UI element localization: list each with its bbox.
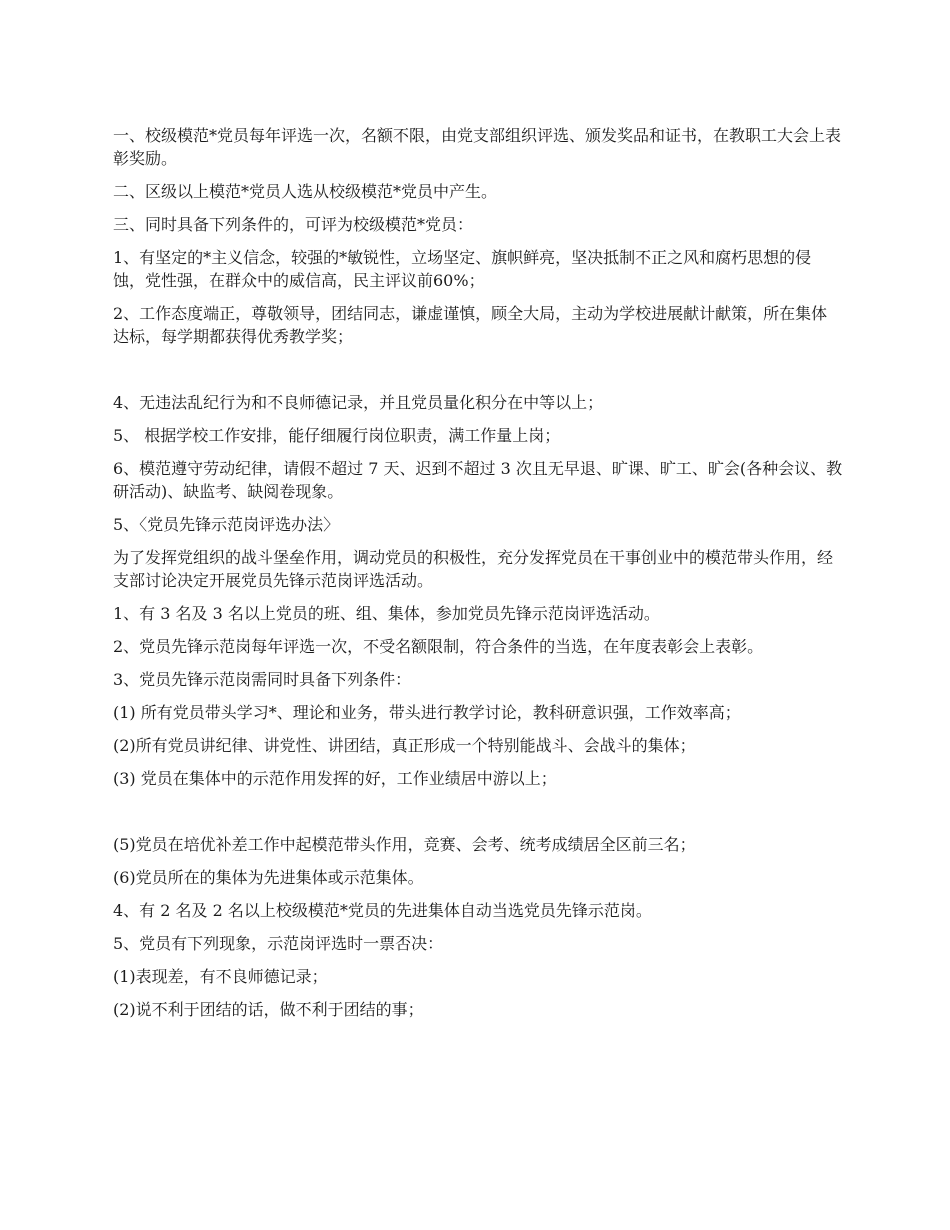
- paragraph: 5、党员有下列现象，示范岗评选时一票否决：: [113, 934, 444, 953]
- paragraph: 4、有 2 名及 2 名以上校级模范*党员的先进集体自动当选党员先锋示范岗。: [113, 901, 652, 920]
- paragraph: 2、党员先锋示范岗每年评选一次，不受名额限制，符合条件的当选，在年度表彰会上表彰。: [113, 637, 764, 656]
- document-body: [113, 124, 843, 1031]
- paragraph: 1、有 3 名及 3 名以上党员的班、组、集体，参加党员先锋示范岗评选活动。: [113, 604, 660, 623]
- paragraph: 二、区级以上模范*党员人选从校级模范*党员中产生。: [113, 182, 498, 201]
- paragraph: (6)党员所在的集体为先进集体或示范集体。: [113, 868, 424, 887]
- paragraph: 5、 根据学校工作安排，能仔细履行岗位职责，满工作量上岗；: [113, 426, 561, 445]
- paragraph: (2)说不利于团结的话，做不利于团结的事；: [113, 1000, 424, 1019]
- blank-gap: [113, 358, 843, 391]
- paragraph: (5)党员在培优补差工作中起模范带头作用，竞赛、会考、统考成绩居全区前三名；: [113, 835, 696, 854]
- paragraph: 4、无违法乱纪行为和不良师德记录，并且党员量化积分在中等以上；: [113, 393, 604, 412]
- paragraph: 6、模范遵守劳动纪律，请假不超过 7 天、迟到不超过 3 次且无早退、旷课、旷工、旷会(各种会议、教研活动)、缺监考、缺阅卷现象。: [113, 459, 843, 501]
- paragraph: 一、校级模范*党员每年评选一次，名额不限，由党支部组织评选、颁发奖品和证书，在教职工大会上表彰奖励。: [113, 126, 842, 168]
- paragraph: (3) 党员在集体中的示范作用发挥的好，工作业绩居中游以上；: [113, 769, 557, 788]
- paragraph: (1) 所有党员带头学习*、理论和业务，带头进行教学讨论，教科研意识强，工作效率高；: [113, 703, 741, 722]
- blank-gap: [113, 800, 843, 833]
- paragraph: 三、同时具备下列条件的，可评为校级模范*党员：: [113, 215, 474, 234]
- section-heading: 5、〈党员先锋示范岗评选办法〉: [113, 515, 340, 534]
- paragraph: 3、党员先锋示范岗需同时具备下列条件：: [113, 670, 412, 689]
- paragraph: 1、有坚定的*主义信念，较强的*敏锐性，立场坚定、旗帜鲜亮，坚决抵制不正之风和腐朽思想的侵蚀，党性强，在群众中的威信高，民主评议前60%；: [113, 248, 812, 290]
- paragraph: 2、工作态度端正，尊敬领导，团结同志，谦虚谨慎，顾全大局，主动为学校进展献计献策，所在集体达标，每学期都获得优秀教学奖；: [113, 304, 828, 346]
- paragraph: 为了发挥党组织的战斗堡垒作用，调动党员的积极性，充分发挥党员在干事创业中的模范带头作用，经支部讨论决定开展党员先锋示范岗评选活动。: [113, 548, 834, 590]
- paragraph: (2)所有党员讲纪律、讲党性、讲团结，真正形成一个特别能战斗、会战斗的集体；: [113, 736, 696, 755]
- paragraph: (1)表现差，有不良师德记录；: [113, 967, 328, 986]
